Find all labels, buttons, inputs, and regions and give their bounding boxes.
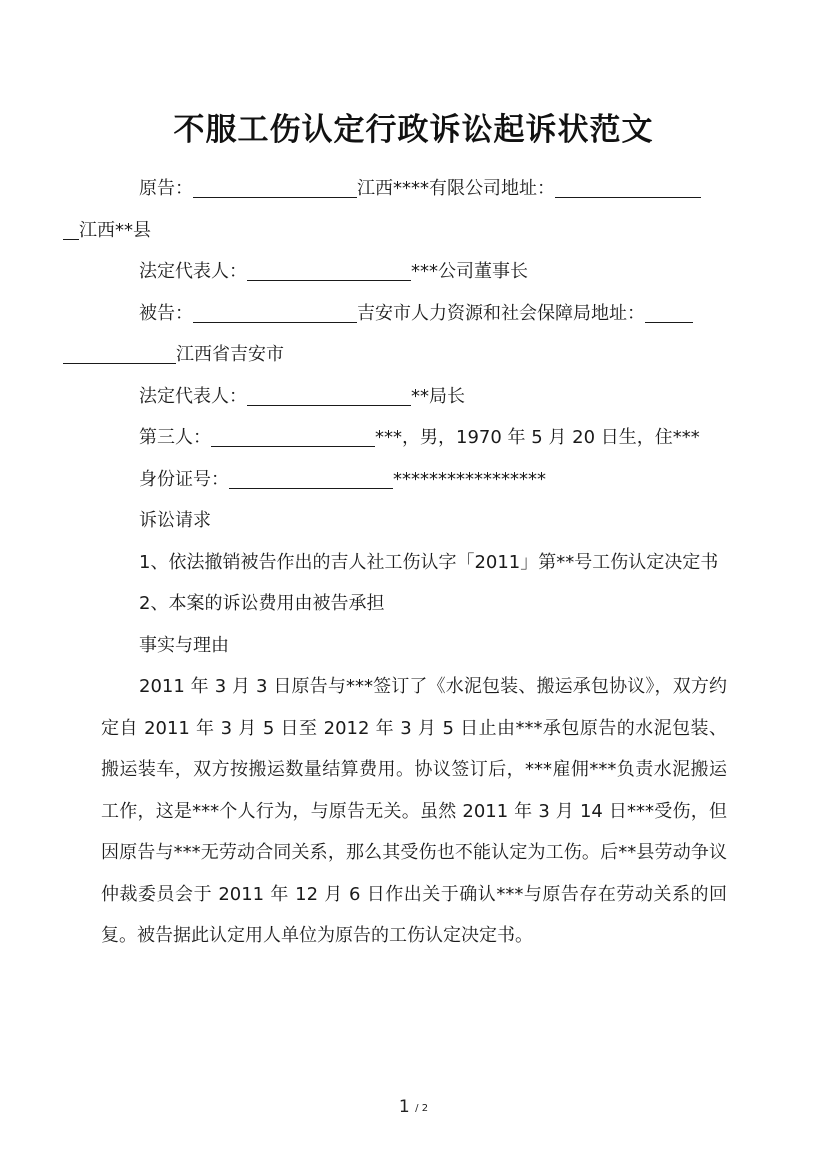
defendant-address-blank-2 — [63, 341, 176, 364]
plaintiff-address: 江西**县 — [79, 219, 151, 241]
third-party-line — [101, 417, 727, 459]
plaintiff-label: 原告： — [139, 178, 193, 199]
page-footer — [0, 1097, 827, 1117]
claims-heading: 诉讼请求 — [139, 510, 211, 531]
facts-heading: 事实与理由 — [139, 634, 229, 656]
third-party-blank — [211, 424, 375, 447]
plaintiff-address-blank-2 — [63, 217, 79, 240]
plaintiff-line — [79, 168, 727, 251]
claim-1: 1、依法撤销被告作出的吉人社工伤认字「2011」第**号工伤认定决定书 — [139, 551, 719, 573]
id-label: 身份证号： — [139, 468, 229, 490]
third-party: ***，男，1970 年 5 月 20 日生，住*** — [375, 427, 700, 448]
plaintiff-rep-blank — [247, 258, 411, 281]
plaintiff-address-blank — [555, 175, 701, 198]
document-body — [79, 168, 727, 957]
third-party-label: 第三人： — [139, 427, 211, 448]
claim-2: 2、本案的诉讼费用由被告承担 — [139, 593, 385, 614]
defendant-rep: **局长 — [411, 385, 465, 407]
defendant-address-blank — [645, 300, 693, 323]
facts-body: 2011 年 3 月 3 日原告与***签订了《水泥包装、搬运承包协议》，双方约定自 2011 年 3 月 5 日至 2012 年 3 月 5 日止由***承包原告的水泥包装、搬运装车，双方按搬运数量结算费用。协议签订后，***雇佣***负责水泥搬运工作，这是***个人行为，与原告无关。虽然 2011 年 3 月 14 日***受伤，但因原告与***无劳动合同关系，那么其受伤也不能认定为工伤。后**县劳动争议仲裁委员会于 2011 年 12 月 6 日作出关于确认***与原告存在劳动关系的回复。被告据此认定用人单位为原告的工伤认定决定书。 — [101, 676, 727, 946]
defendant-rep-blank — [247, 383, 411, 406]
id-blank — [229, 466, 393, 489]
defendant-name: 吉安市人力资源和社会保障局地址： — [357, 302, 645, 324]
page-number: 1 — [398, 1097, 410, 1117]
defendant-label: 被告： — [139, 302, 193, 324]
defendant-address: 江西省吉安市 — [176, 344, 284, 365]
document-title: 不服工伤认定行政诉讼起诉状范文 — [173, 112, 654, 148]
plaintiff-blank — [193, 175, 357, 198]
id-value: ***************** — [393, 468, 546, 490]
defendant-rep-line — [101, 376, 727, 418]
id-line — [101, 459, 727, 501]
defendant-blank — [193, 300, 357, 323]
defendant-line — [101, 293, 727, 376]
plaintiff-rep: ***公司董事长 — [411, 261, 528, 282]
page-total: / 2 — [415, 1103, 429, 1114]
defendant-rep-label: 法定代表人： — [139, 385, 247, 407]
plaintiff-rep-line — [101, 251, 727, 293]
plaintiff-rep-label: 法定代表人： — [139, 261, 247, 282]
plaintiff-name: 江西****有限公司地址： — [357, 178, 555, 199]
